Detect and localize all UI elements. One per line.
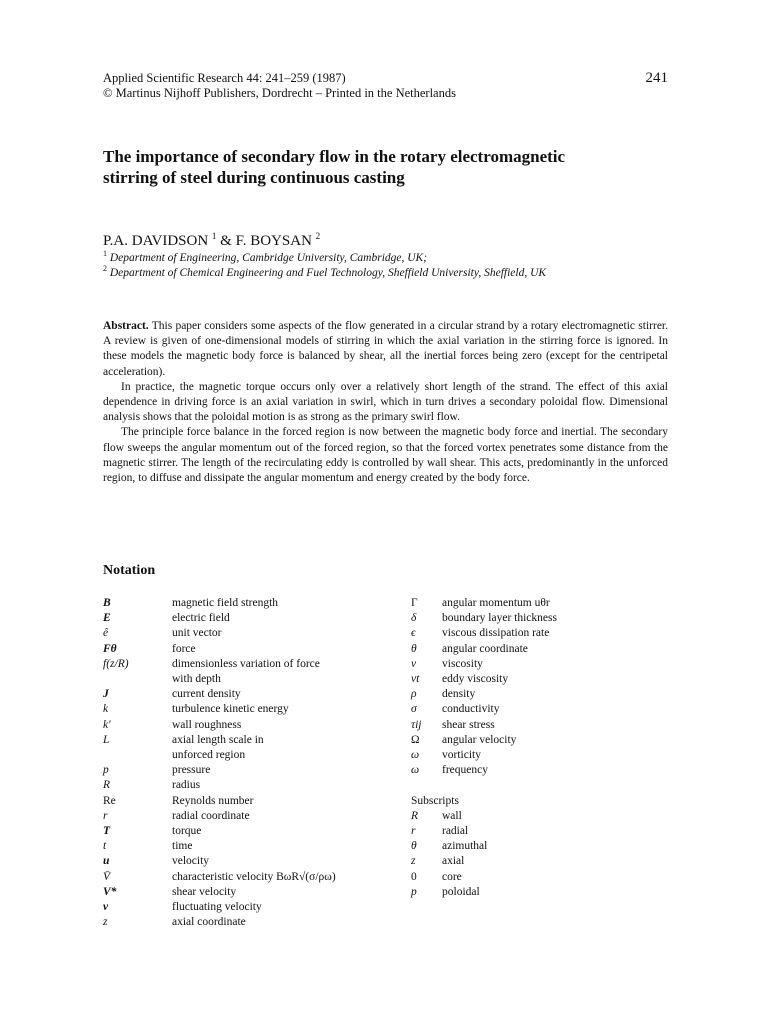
affiliation-text: Department of Chemical Engineering and Fuel Technology, Sheffield University, Sheffield, UK <box>109 267 547 279</box>
notation-row <box>103 702 403 717</box>
running-header <box>103 71 668 101</box>
notation-row <box>103 839 403 854</box>
subscript-row <box>411 839 671 854</box>
author-joiner: & <box>216 233 236 249</box>
notation-description: electric field <box>172 612 230 625</box>
notation-symbol: δ <box>411 612 417 625</box>
author-davidson: P.A. DAVIDSON <box>103 233 209 249</box>
notation-symbol: ϵ <box>411 627 416 640</box>
notation-symbol: k <box>103 703 109 716</box>
abstract-paragraph-3: The principle force balance in the forced region is now between the magnetic body force and inertial. The secondary flow sweeps the angular momentum out of the forced region, so that the forced vortex penetrates some distance from the magnetic stirrer. The length of the recirculating eddy is controlled by wall shear. This acts, predominantly in the unforced region, to diffuse and dissipate the angular momentum and energy created by the body force. <box>103 426 668 485</box>
notation-symbol: T <box>103 825 111 838</box>
notation-row <box>103 900 403 915</box>
notation-description: shear stress <box>442 718 495 731</box>
notation-left-column <box>103 596 403 930</box>
notation-row <box>103 733 403 748</box>
notation-description: axial length scale in <box>172 733 264 746</box>
publisher-line: © Martinus Nijhoff Publishers, Dordrecht – Printed in the Netherlands <box>103 86 456 100</box>
notation-description: force <box>172 642 196 655</box>
notation-row <box>411 763 671 778</box>
notation-row <box>103 809 403 824</box>
notation-heading: Notation <box>103 563 156 578</box>
notation-description: velocity <box>172 855 210 868</box>
notation-row <box>103 672 403 687</box>
notation-row <box>411 733 671 748</box>
subscript-symbol: z <box>411 855 416 868</box>
notation-symbol: L <box>103 733 110 746</box>
notation-symbol: νt <box>411 673 420 686</box>
notation-symbol: σ <box>411 703 417 716</box>
subscript-description: poloidal <box>442 885 480 898</box>
notation-row <box>103 854 403 869</box>
notation-description: turbulence kinetic energy <box>172 703 289 716</box>
notation-description: viscous dissipation rate <box>442 627 550 640</box>
author-boysan-affil-marker: 2 <box>315 231 321 241</box>
subscript-row <box>411 809 671 824</box>
notation-symbol: v <box>103 901 109 914</box>
notation-row <box>411 718 671 733</box>
notation-row <box>103 885 403 900</box>
notation-description: pressure <box>172 764 211 777</box>
notation-description: Reynolds number <box>172 794 254 807</box>
notation-description: with depth <box>172 673 221 686</box>
paper-title <box>103 146 683 188</box>
subscript-row <box>411 824 671 839</box>
abstract-paragraph-2: In practice, the magnetic torque occurs only over a relatively short length of the strand. The effect of this axial dependence in driving force is an axial variation in swirl, which in turn drives a secondary poloidal flow. Dimensional analysis shows that the poloidal motion is as strong as the primary swirl flow. <box>103 380 668 424</box>
subscript-description: wall <box>442 809 462 822</box>
notation-row <box>103 778 403 793</box>
notation-symbol: θ <box>411 642 417 655</box>
notation-symbol: Γ <box>411 597 418 609</box>
notation-symbol: B <box>103 597 111 609</box>
notation-symbol: Ω <box>411 733 420 746</box>
notation-symbol: Fθ <box>103 642 117 655</box>
notation-symbol: V̄ <box>103 870 111 883</box>
notation-description: viscosity <box>442 657 483 670</box>
notation-symbol: u <box>103 855 110 868</box>
subscript-description: azimuthal <box>442 840 488 853</box>
affiliation-marker: 2 <box>103 264 107 273</box>
abstract-text: This paper considers some aspects of the flow generated in a circular strand by a rotary electromagnetic stirrer. A review is given of one-dimensional models of stirring in which the axial variation in the stirring force is ignored. In these models the magnetic body force is balanced by shear, all the inertial forces being zero (except for the centripetal acceleration). <box>103 320 668 378</box>
notation-row <box>103 642 403 657</box>
notation-symbol: r <box>103 809 108 822</box>
notation-description: frequency <box>442 764 488 777</box>
notation-description: axial coordinate <box>172 916 246 929</box>
notation-row <box>103 687 403 702</box>
subscript-description: core <box>442 870 462 883</box>
notation-description: angular velocity <box>442 733 517 746</box>
notation-row <box>411 611 671 626</box>
notation-description: wall roughness <box>172 718 242 731</box>
notation-description: characteristic velocity BωR√(σ/ρω) <box>172 870 336 883</box>
subscript-symbol: r <box>411 825 416 838</box>
journal-citation: Applied Scientific Research 44: 241–259 (1987) <box>103 71 346 85</box>
notation-row <box>103 657 403 672</box>
notation-symbol: V* <box>103 885 117 898</box>
notation-symbol: z <box>103 916 108 929</box>
notation-row <box>103 748 403 763</box>
notation-description: dimensionless variation of force <box>172 657 320 670</box>
notation-row <box>103 915 403 930</box>
subscript-symbol: θ <box>411 840 417 853</box>
notation-symbol <box>103 748 172 763</box>
notation-description: radius <box>172 779 201 792</box>
notation-description: boundary layer thickness <box>442 612 557 625</box>
notation-row <box>103 626 403 641</box>
notation-row <box>411 657 671 672</box>
notation-symbol: f(z/R) <box>103 657 129 670</box>
subscript-description: axial <box>442 855 465 868</box>
notation-row <box>103 596 403 611</box>
notation-symbol: E <box>103 612 111 625</box>
notation-symbol: R <box>103 779 111 792</box>
subscript-symbol: R <box>411 809 419 822</box>
subscript-description: radial <box>442 825 469 838</box>
notation-description: conductivity <box>442 703 500 716</box>
notation-right-column <box>411 596 671 900</box>
subscript-row <box>411 885 671 900</box>
notation-symbol: ê <box>103 627 109 640</box>
abstract <box>103 319 668 486</box>
subscripts-heading: Subscripts <box>411 794 459 807</box>
author-davidson-affil-marker: 1 <box>211 231 217 241</box>
notation-symbol: ω <box>411 749 420 762</box>
title-line-2: stirring of steel during continuous casting <box>103 168 405 187</box>
notation-row <box>103 611 403 626</box>
notation-description: radial coordinate <box>172 809 250 822</box>
notation-description: magnetic field strength <box>172 597 279 609</box>
author-boysan: F. BOYSAN <box>235 233 312 249</box>
notation-description: time <box>172 840 193 853</box>
notation-row <box>411 748 671 763</box>
notation-symbol: k′ <box>103 718 111 731</box>
notation-description: shear velocity <box>172 885 237 898</box>
affiliation-marker: 1 <box>103 249 107 258</box>
notation-row <box>103 870 403 885</box>
notation-symbol: t <box>103 840 107 853</box>
notation-row <box>411 672 671 687</box>
subscript-row <box>411 870 671 885</box>
notation-row <box>103 824 403 839</box>
notation-description: density <box>442 688 476 701</box>
notation-symbol: τij <box>411 718 422 731</box>
notation-row <box>103 718 403 733</box>
notation-row <box>411 687 671 702</box>
subscript-row <box>411 854 671 869</box>
abstract-label: Abstract. <box>103 320 149 332</box>
notation-symbol: J <box>103 688 109 701</box>
notation-description: current density <box>172 688 241 701</box>
notation-description: angular coordinate <box>442 642 528 655</box>
notation-description: fluctuating velocity <box>172 901 262 914</box>
notation-description: unforced region <box>172 749 246 762</box>
page-number: 241 <box>645 70 668 86</box>
notation-description: torque <box>172 825 202 838</box>
notation-description: angular momentum uθr <box>442 597 550 609</box>
notation-row <box>411 702 671 717</box>
notation-description: vorticity <box>442 749 481 762</box>
notation-description: eddy viscosity <box>442 673 509 686</box>
notation-symbol <box>103 672 172 687</box>
notation-row <box>411 642 671 657</box>
notation-symbol: Re <box>103 794 116 807</box>
notation-description: unit vector <box>172 627 222 640</box>
abstract-paragraph-1 <box>103 319 668 380</box>
title-line-1: The importance of secondary flow in the rotary electromagnetic <box>103 147 566 166</box>
notation-row <box>411 596 671 611</box>
affiliation-2 <box>103 262 703 280</box>
affiliation-text: Department of Engineering, Cambridge University, Cambridge, UK; <box>109 252 428 264</box>
notation-row <box>411 626 671 641</box>
notation-row <box>103 763 403 778</box>
notation-symbol: ν <box>411 657 417 670</box>
subscript-symbol: p <box>411 885 417 898</box>
notation-symbol: ω <box>411 764 420 777</box>
notation-symbol: p <box>103 764 109 777</box>
notation-symbol: ρ <box>411 688 417 701</box>
notation-row <box>103 794 403 809</box>
subscript-symbol: 0 <box>411 870 417 883</box>
